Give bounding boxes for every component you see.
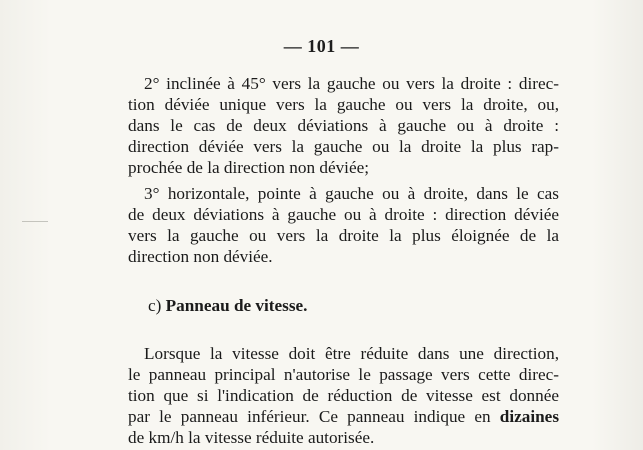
section-title: Panneau de vitesse. [165, 296, 308, 315]
item-2-line-1: 2° inclinée à 45° vers la gauche ou vers la droite : direc- [144, 74, 559, 93]
paragraph-line-2: le panneau principal n'autorise le passage vers cette direc- [128, 365, 559, 384]
section-heading [148, 296, 307, 316]
paragraph-line-4 [128, 406, 559, 427]
item-3-line-2: de deux déviations à gauche ou à droite : direction déviée [128, 205, 559, 224]
item-3-line-4: direction non déviée. [128, 247, 273, 266]
item-3-line-3: vers la gauche ou vers la droite la plus éloignée de la [128, 226, 559, 245]
paragraph-line-5: de km/h la vitesse réduite autorisée. [128, 428, 375, 447]
paragraph-line-4-text: par le panneau inférieur. Ce panneau indique en [128, 407, 491, 426]
speed-panel-paragraph [128, 343, 559, 448]
item-3-paragraph [128, 183, 559, 267]
margin-mark [22, 221, 48, 222]
item-2-line-2: tion déviée unique vers la gauche ou vers la droite, ou, [128, 95, 559, 114]
page-number: — 101 — [283, 36, 360, 56]
item-2-paragraph [128, 73, 559, 178]
paragraph-line-3: tion que si l'indication de réduction de vitesse est donnée [128, 386, 559, 405]
item-2-line-4: direction déviée vers la gauche ou la droite la plus rap- [128, 137, 559, 156]
item-3-line-1: 3° horizontale, pointe à gauche ou à droite, dans le cas [144, 184, 559, 203]
bold-word: dizaines [499, 407, 560, 426]
item-2-line-3: dans le cas de deux déviations à gauche ou à droite : [128, 116, 559, 135]
paragraph-line-1: Lorsque la vitesse doit être réduite dans une direction, [144, 344, 559, 363]
section-label: c) [148, 296, 162, 315]
item-2-line-5: prochée de la direction non déviée; [128, 158, 369, 177]
